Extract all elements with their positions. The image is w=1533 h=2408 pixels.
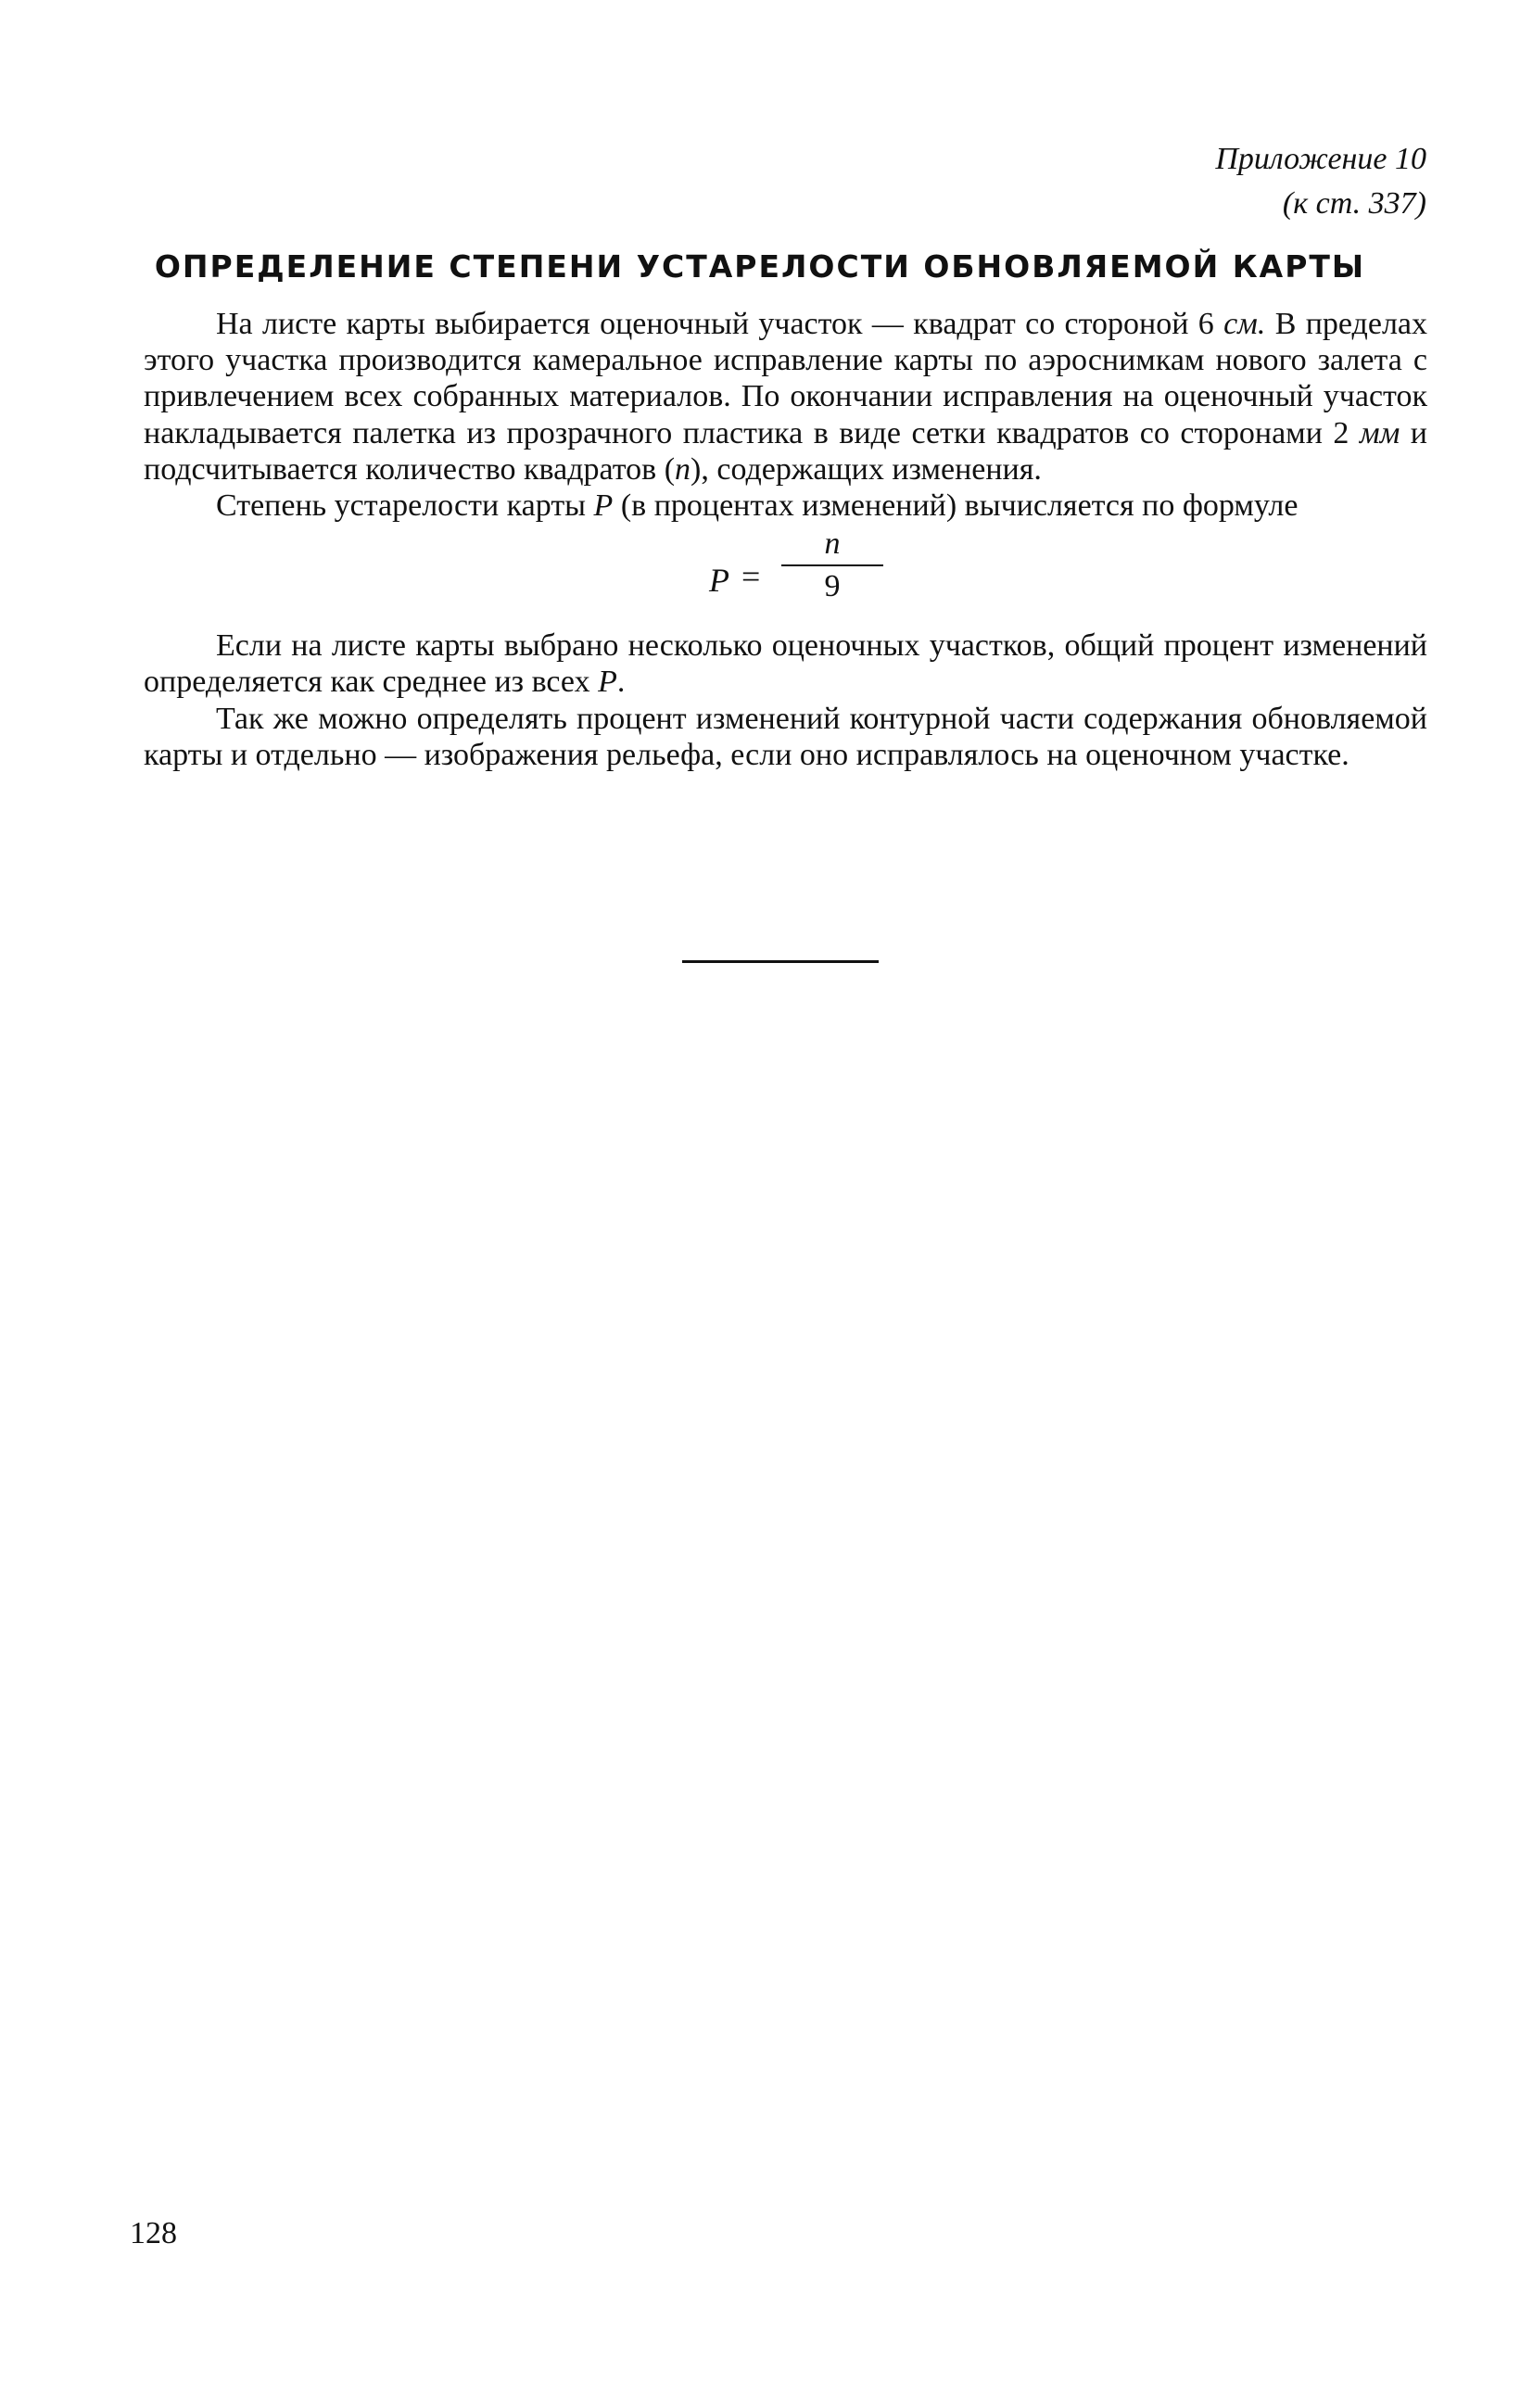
paragraph-3 xyxy=(144,627,1427,700)
page-title: ОПРЕДЕЛЕНИЕ СТЕПЕНИ УСТАРЕЛОСТИ ОБНОВЛЯЕМОЙ КАРТЫ xyxy=(154,248,1366,285)
paragraph-4: Так же можно определять процент изменений контурной части содержания обновляемой карты и отдельно — изображения рельефа, если оно исправлялось на оценочном участке. xyxy=(144,701,1427,772)
formula-denominator: 9 xyxy=(824,569,841,604)
variable-p-avg: P xyxy=(598,665,617,700)
paragraph-3-text-b: . xyxy=(616,665,626,700)
variable-p: P xyxy=(593,488,614,524)
document-body xyxy=(144,306,1427,773)
formula xyxy=(144,526,1427,618)
paragraph-3-text-a: Если на листе карты выбрано несколько оценочных участков, общий процент изменений определяется как среднее из всех xyxy=(144,628,1427,700)
section-end-rule xyxy=(682,960,879,963)
fraction-bar xyxy=(781,564,883,566)
variable-n: n xyxy=(675,451,691,487)
paragraph-1-text-b: В пределах этого участка производится камеральное исправление карты по аэроснимкам нового залета с привлечением всех собранных материалов. По окончании исправления на оценочный участок накладывается палетка из прозрачного пластика в виде сетки квадратов со сторонами 2 xyxy=(144,307,1428,450)
paragraph-1-text-c: и подсчитывается количество квадратов ( xyxy=(144,415,1427,487)
unit-mm: мм xyxy=(1359,415,1400,450)
paragraph-2-text-b: (в процентах изменений) вычисляется по формуле xyxy=(613,488,1299,524)
paragraph-1-text-d: ), содержащих изменения. xyxy=(690,451,1042,487)
paragraph-1 xyxy=(144,306,1427,488)
appendix-header xyxy=(1215,137,1426,226)
paragraph-2-text-a: Степень устарелости карты xyxy=(216,488,594,524)
page-number: 128 xyxy=(130,2216,177,2250)
formula-equals: = xyxy=(741,558,761,596)
paragraph-2 xyxy=(144,488,1427,524)
formula-lhs: P xyxy=(709,562,729,600)
formula-fraction xyxy=(781,526,883,605)
appendix-reference: (к ст. 337) xyxy=(1282,186,1426,221)
unit-cm: см. xyxy=(1223,307,1266,341)
formula-numerator: n xyxy=(824,526,841,562)
appendix-label: Приложение 10 xyxy=(1215,142,1426,176)
paragraph-1-text-a: На листе карты выбирается оценочный участок — квадрат со стороной 6 xyxy=(216,307,1224,341)
